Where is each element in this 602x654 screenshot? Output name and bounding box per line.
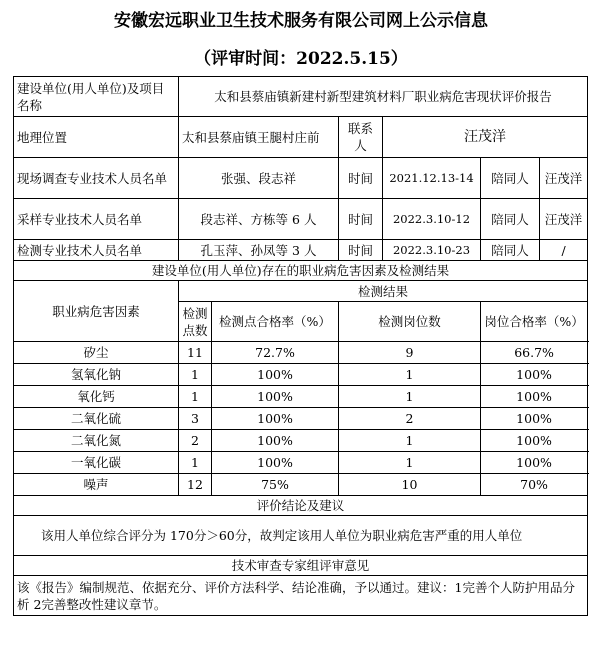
survey-companion-label: 陪同人 (481, 158, 540, 199)
hazard-point-rate: 75% (212, 474, 339, 496)
sampling-companion: 汪茂洋 (540, 199, 588, 240)
sampling-time-label: 时间 (339, 199, 383, 240)
hazard-point-rate: 72.7% (212, 342, 339, 364)
hazard-positions: 1 (339, 430, 481, 452)
hazard-points: 3 (179, 408, 212, 430)
hazard-positions: 1 (339, 386, 481, 408)
contact-label: 联系人 (339, 117, 383, 158)
survey-companion: 汪茂洋 (540, 158, 588, 199)
hazard-points: 1 (179, 386, 212, 408)
unit-value: 太和县蔡庙镇新建村新型建筑材料厂职业病危害现状评价报告 (179, 77, 588, 117)
points-header: 检测点数 (179, 302, 212, 342)
testing-row (14, 240, 588, 261)
hazard-row (14, 386, 588, 408)
hazard-position-rate: 100% (481, 386, 588, 408)
hazard-points: 1 (179, 364, 212, 386)
survey-row (14, 158, 588, 199)
expert-text: 该《报告》编制规范、依据充分、评价方法科学、结论准确，予以通过。建议：1完善个人防护用品分析 2完善整改性建议章节。 (14, 576, 588, 616)
survey-label: 现场调查专业技术人员名单 (14, 158, 179, 199)
hazard-point-rate: 100% (212, 364, 339, 386)
hazard-factor: 噪声 (14, 474, 179, 496)
location-label: 地理位置 (14, 117, 179, 158)
testing-time-label: 时间 (339, 240, 383, 261)
hazard-row (14, 408, 588, 430)
disclosure-table (13, 76, 588, 616)
contact-value: 汪茂洋 (383, 117, 588, 158)
hazard-position-rate: 66.7% (481, 342, 588, 364)
factor-header: 职业病危害因素 (14, 281, 179, 342)
hazard-positions: 1 (339, 452, 481, 474)
hazard-header-row (14, 281, 588, 302)
hazard-position-rate: 100% (481, 430, 588, 452)
hazard-position-rate: 100% (481, 452, 588, 474)
hazard-point-rate: 100% (212, 452, 339, 474)
position-rate-header: 岗位合格率（%） (481, 302, 588, 342)
expert-title: 技术审查专家组评审意见 (14, 556, 588, 576)
point-rate-header: 检测点合格率（%） (212, 302, 339, 342)
hazard-positions: 2 (339, 408, 481, 430)
hazard-points: 2 (179, 430, 212, 452)
expert-title-row (14, 556, 588, 576)
conclusion-text-row (14, 516, 588, 556)
testing-time: 2022.3.10-23 (383, 240, 481, 261)
survey-time: 2021.12.13-14 (383, 158, 481, 199)
hazard-position-rate: 100% (481, 364, 588, 386)
hazard-position-rate: 70% (481, 474, 588, 496)
hazard-point-rate: 100% (212, 430, 339, 452)
hazard-factor: 一氧化碳 (14, 452, 179, 474)
hazard-points: 1 (179, 452, 212, 474)
review-time: （评审时间：2022.5.15） (194, 49, 408, 69)
unit-label: 建设单位(用人单位)及项目名称 (14, 77, 179, 117)
page-title: 安徽宏远职业卫生技术服务有限公司网上公示信息 (114, 11, 488, 31)
conclusion-title: 评价结论及建议 (14, 496, 588, 516)
hazard-positions: 9 (339, 342, 481, 364)
conclusion-text: 该用人单位综合评分为 170分＞60分，故判定该用人单位为职业病危害严重的用人单位 (14, 516, 588, 556)
results-header: 检测结果 (179, 281, 588, 302)
positions-header: 检测岗位数 (339, 302, 481, 342)
conclusion-title-row (14, 496, 588, 516)
hazard-position-rate: 100% (481, 408, 588, 430)
expert-text-row (14, 576, 588, 616)
survey-names: 张强、段志祥 (179, 158, 339, 199)
hazard-row (14, 452, 588, 474)
hazard-points: 12 (179, 474, 212, 496)
hazard-factor: 矽尘 (14, 342, 179, 364)
sampling-label: 采样专业技术人员名单 (14, 199, 179, 240)
hazard-row (14, 342, 588, 364)
hazard-factor: 二氧化硫 (14, 408, 179, 430)
sampling-companion-label: 陪同人 (481, 199, 540, 240)
testing-companion-label: 陪同人 (481, 240, 540, 261)
hazard-section-row (14, 261, 588, 281)
hazard-row (14, 474, 588, 496)
testing-label: 检测专业技术人员名单 (14, 240, 179, 261)
location-row (14, 117, 588, 158)
survey-time-label: 时间 (339, 158, 383, 199)
hazard-section-title: 建设单位(用人单位)存在的职业病危害因素及检测结果 (14, 261, 588, 281)
hazard-row (14, 430, 588, 452)
hazard-row (14, 364, 588, 386)
unit-row (14, 77, 588, 117)
sampling-time: 2022.3.10-12 (383, 199, 481, 240)
hazard-points: 11 (179, 342, 212, 364)
testing-names: 孔玉萍、孙凤等 3 人 (179, 240, 339, 261)
sampling-names: 段志祥、方栋等 6 人 (179, 199, 339, 240)
location-value: 太和县蔡庙镇王腿村庄前 (179, 117, 339, 158)
hazard-factor: 二氧化氮 (14, 430, 179, 452)
hazard-positions: 10 (339, 474, 481, 496)
hazard-factor: 氢氧化钠 (14, 364, 179, 386)
hazard-point-rate: 100% (212, 386, 339, 408)
hazard-factor: 氧化钙 (14, 386, 179, 408)
sampling-row (14, 199, 588, 240)
hazard-positions: 1 (339, 364, 481, 386)
hazard-point-rate: 100% (212, 408, 339, 430)
testing-companion: / (540, 240, 588, 261)
